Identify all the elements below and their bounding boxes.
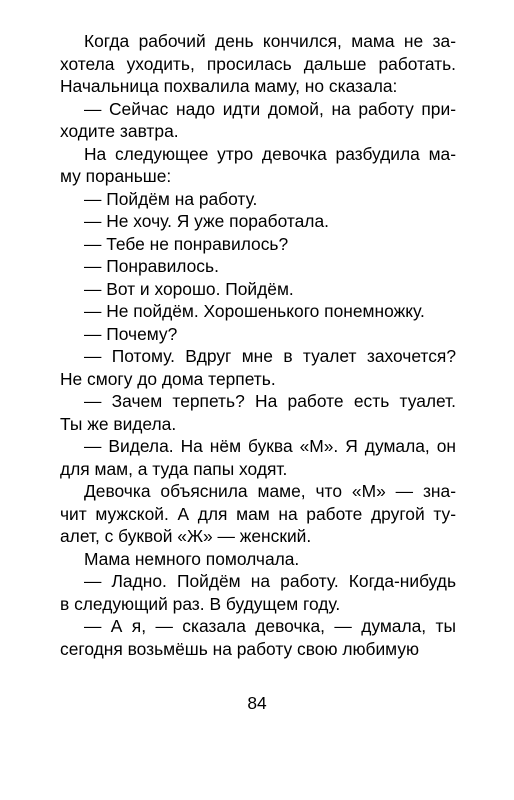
text-line: — Видела. На нём буква «М». Я думала, он: [84, 436, 456, 456]
text-line: хотела уходить, просилась дальше работать.: [60, 53, 456, 74]
text-line: Девочка объяснила маме, что «М» — зна-: [84, 481, 456, 501]
text-line: — Понравилось.: [84, 256, 219, 276]
paragraph: [60, 323, 456, 346]
paragraph: [60, 278, 456, 301]
text-line: — Не хочу. Я уже поработала.: [84, 211, 329, 231]
paragraph: [60, 345, 456, 390]
text-line: Мама немного помолчала.: [84, 548, 300, 569]
text-line: Не смогу до дома терпеть.: [60, 368, 276, 389]
paragraph: [60, 233, 456, 256]
text-line: — Тебе не понравилось?: [84, 233, 289, 254]
paragraph: [60, 480, 456, 548]
paragraph: [60, 390, 456, 435]
text-line: Начальница похвалила маму, но сказала:: [60, 76, 398, 96]
page-number: 84: [247, 693, 267, 713]
text-line: чит мужской. А для мам на работе другой ту-: [60, 503, 456, 524]
page-text-block: [60, 30, 456, 660]
text-line: — Не пойдём. Хорошенького понемножку.: [84, 301, 425, 321]
text-line: — Ладно. Пойдём на работу. Когда-нибудь: [84, 571, 456, 591]
text-line: Когда рабочий день кончился, мама не за-: [84, 31, 456, 51]
paragraph: [60, 188, 456, 211]
paragraph: [60, 98, 456, 143]
text-line: сегодня возьмёшь на работу свою любимую: [60, 638, 420, 659]
paragraph: [60, 210, 456, 233]
paragraph: [60, 143, 456, 188]
text-line: алет, с буквой «Ж» — женский.: [60, 526, 312, 546]
paragraph: [60, 435, 456, 480]
paragraph: [60, 570, 456, 615]
text-line: — Пойдём на работу.: [84, 188, 258, 209]
text-line: На следующее утро девочка разбудила ма-: [84, 143, 456, 164]
paragraph: [60, 255, 456, 278]
text-line: ходите завтра.: [60, 121, 179, 141]
paragraph: [60, 548, 456, 571]
paragraph: [60, 615, 456, 660]
text-line: Ты же видела.: [60, 413, 177, 434]
text-line: — Зачем терпеть? На работе есть туалет.: [84, 391, 456, 411]
text-line: — Почему?: [84, 323, 178, 344]
text-line: в следующий раз. В будущем году.: [60, 593, 341, 614]
text-line: — Потому. Вдруг мне в туалет захочется?: [84, 346, 456, 366]
text-line: — Сейчас надо идти домой, на работу при-: [84, 98, 456, 119]
text-line: му пораньше:: [60, 166, 172, 186]
text-line: для мам, а туда папы ходят.: [60, 458, 288, 479]
text-line: — Вот и хорошо. Пойдём.: [84, 278, 294, 299]
paragraph: [60, 300, 456, 323]
text-line: — А я, — сказала девочка, — думала, ты: [84, 616, 456, 636]
paragraph: [60, 30, 456, 98]
